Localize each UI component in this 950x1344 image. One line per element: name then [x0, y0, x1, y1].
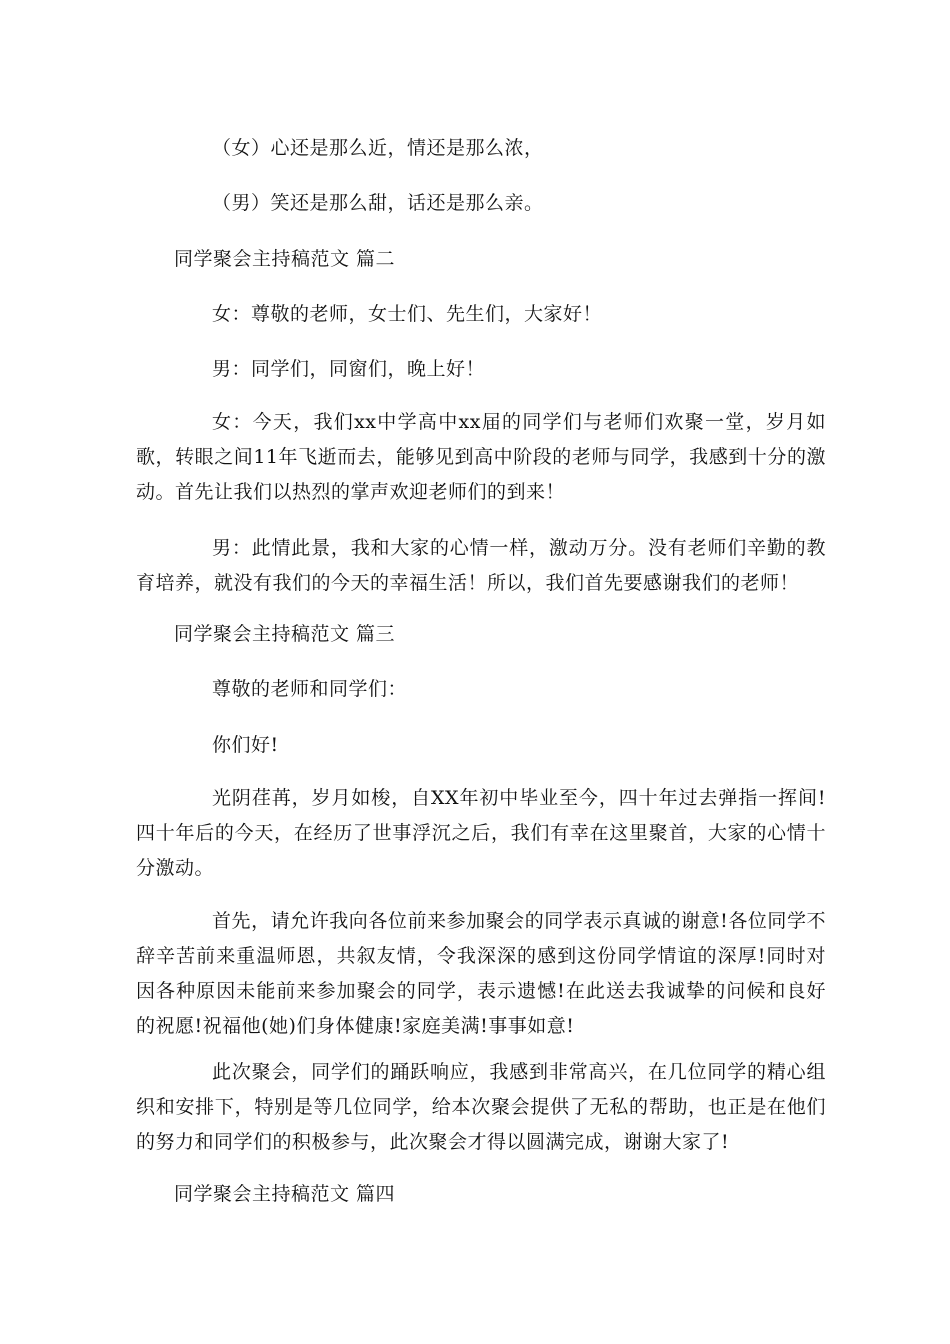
section-heading-part-three: 同学聚会主持稿范文 篇三: [174, 623, 396, 645]
speech-paragraph-thanks: 首先，请允许我向各位前来参加聚会的同学表示真诚的谢意!各位同学不辞辛苦前来重温师恩，共叙友情，令我深深的感到这份同学情谊的深厚!同时对因各种原因未能前来参加聚会的同学，表示遗憾!在此送去我诚挚的问候和良好的祝愿!祝福他(她)们身体健康!家庭美满!事事如意!: [136, 910, 826, 1037]
dialogue-paragraph-male-thanks: 男：此情此景，我和大家的心情一样，激动万分。没有老师们辛勤的教育培养，就没有我们的今天的幸福生活！所以，我们首先要感谢我们的老师！: [136, 537, 826, 594]
dialogue-paragraph-female-opening: 女：今天，我们xx中学高中xx届的同学们与老师们欢聚一堂，岁月如歌，转眼之间11年飞逝而去，能够见到高中阶段的老师与同学，我感到十分的激动。首先让我们以热烈的掌声欢迎老师们的到来！: [136, 411, 826, 503]
salutation-line: 尊敬的老师和同学们：: [212, 678, 408, 700]
speech-paragraph-time: 光阴荏苒，岁月如梭，自XX年初中毕业至今，四十年过去弹指一挥间!四十年后的今天，在经历了世事浮沉之后，我们有幸在这里聚首，大家的心情十分激动。: [136, 787, 826, 879]
speech-paragraph-organizers: 此次聚会，同学们的踊跃响应，我感到非常高兴，在几位同学的精心组织和安排下，特别是等几位同学，给本次聚会提供了无私的帮助，也正是在他们的努力和同学们的积极参与，此次聚会才得以圆满完成，谢谢大家了!: [136, 1061, 826, 1153]
section-heading-part-two: 同学聚会主持稿范文 篇二: [174, 248, 396, 270]
dialogue-line-male: （男）笑还是那么甜，话还是那么亲。: [212, 192, 544, 214]
dialogue-line-female-greeting: 女：尊敬的老师，女士们、先生们，大家好！: [212, 303, 603, 325]
dialogue-line-female: （女）心还是那么近，情还是那么浓，: [212, 137, 544, 159]
greeting-line: 你们好!: [212, 734, 279, 756]
dialogue-line-male-greeting: 男：同学们，同窗们，晚上好！: [212, 358, 486, 380]
section-heading-part-four: 同学聚会主持稿范文 篇四: [174, 1183, 396, 1205]
